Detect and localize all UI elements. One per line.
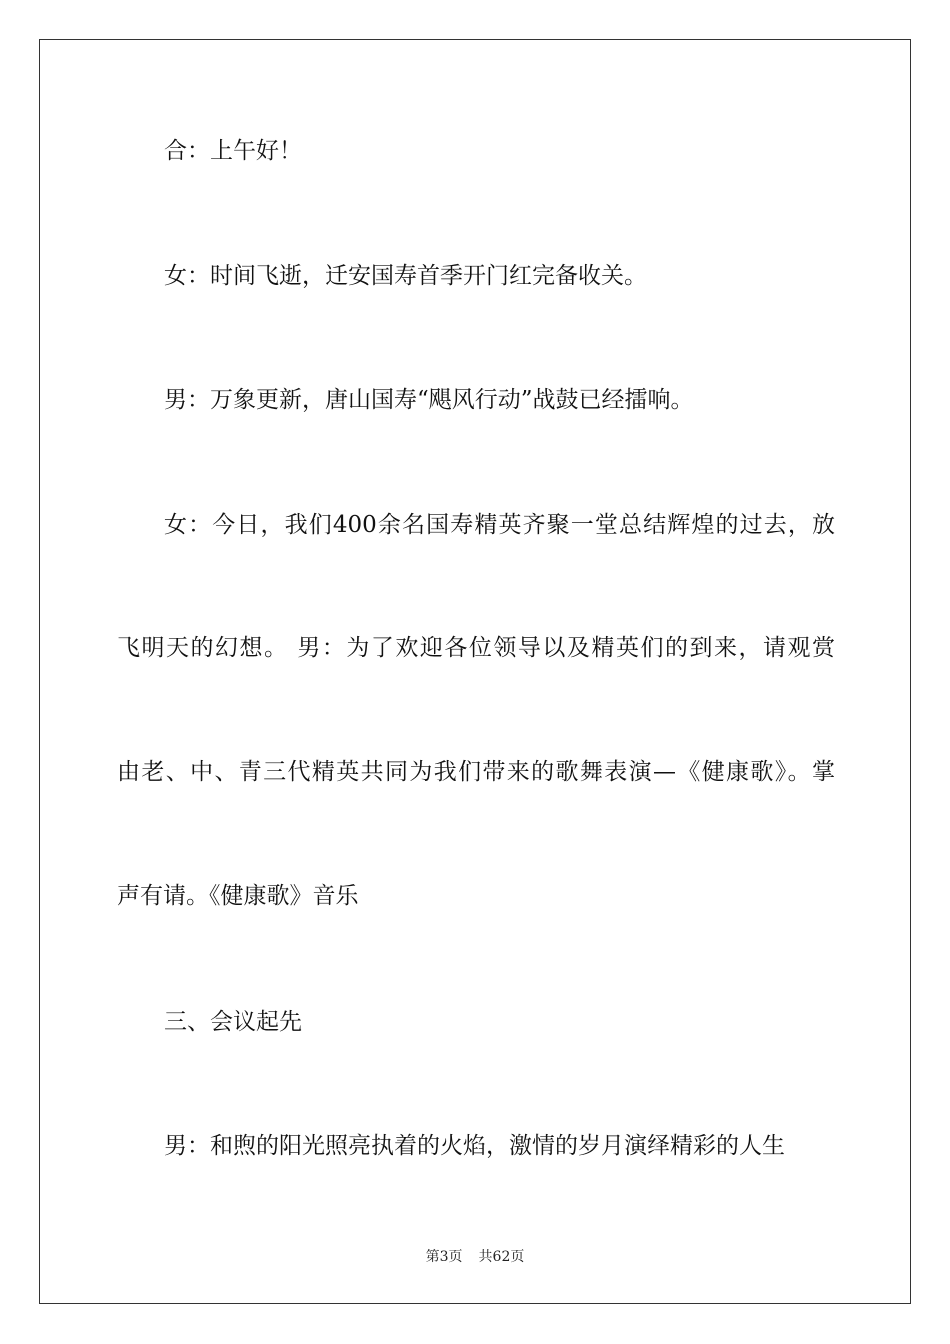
text-line-continuation-2: 由老、中、青三代精英共同为我们带来的歌舞表演—《健康歌》。掌 — [117, 759, 835, 785]
page-border — [39, 39, 911, 1304]
text-line-female-1: 女：时间飞逝，迁安国寿首季开门红完备收关。 — [164, 263, 647, 289]
section-heading: 三、会议起先 — [164, 1009, 302, 1035]
page-number: 第3页 — [425, 1249, 463, 1265]
text-line-continuation-3: 声有请。《健康歌》音乐 — [117, 883, 359, 909]
text-line-male-2: 男：和煦的阳光照亮执着的火焰，激情的岁月演绎精彩的人生 — [164, 1133, 785, 1159]
text-line-continuation-1: 飞明天的幻想。 男：为了欢迎各位领导以及精英们的到来，请观赏 — [117, 635, 835, 661]
text-line-male-1: 男：万象更新，唐山国寿“飓风行动”战鼓已经擂响。 — [164, 387, 694, 413]
text-line-female-2: 女：今日，我们400余名国寿精英齐聚一堂总结辉煌的过去，放 — [164, 512, 835, 538]
text-line-greeting: 合：上午好！ — [164, 138, 302, 164]
page-footer — [0, 1247, 950, 1267]
page-total: 共62页 — [478, 1249, 525, 1265]
